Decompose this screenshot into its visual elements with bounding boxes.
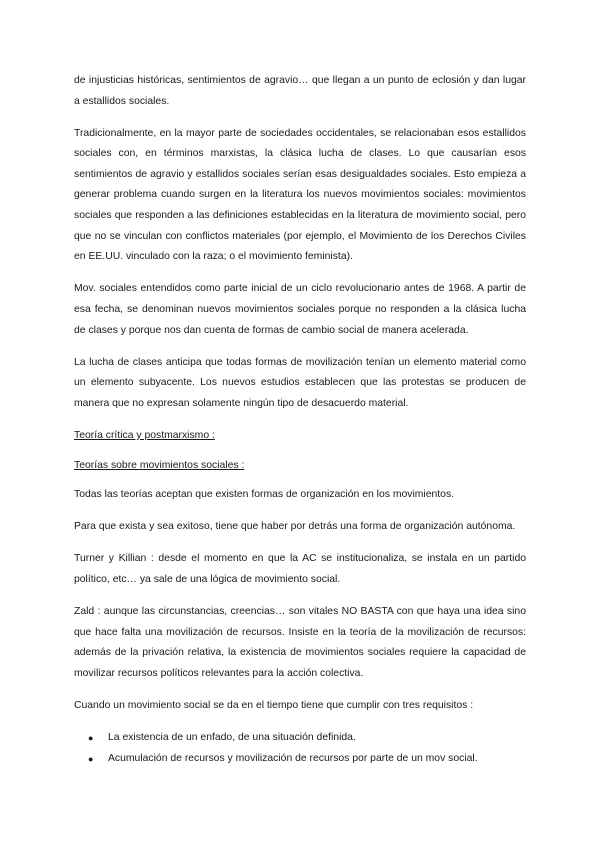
paragraph-lucha-de-clases: La lucha de clases anticipa que todas formas de movilización tenían un elemento material como un elemento subyacente. Los nuevos estudios establecen que las protestas se producen de manera que no expresan solamente ningún tipo de desacuerdo material. [74,356,526,409]
paragraph-tradicionalmente: Tradicionalmente, en la mayor parte de sociedades occidentales, se relacionaban esos estallidos sociales con, en términos marxistas, la clásica lucha de clases. Lo que causarían esos sentimientos de agravio y estallidos sociales serían esas desigualdades sociales. Esto empieza a generar problema cuando surgen en la literatura los nuevos movimientos sociales: movimientos sociales que responden a las definiciones establecidas en la literatura de movimiento social, pero que no se vinculan con conflictos materiales (por ejemplo, el Movimiento de los Derechos Civiles en EE.UU. vinculado con la raza; o el movimiento feminista). [74,127,526,263]
list-item-text: La existencia de un enfado, de una situación definida. [108,731,356,743]
paragraph-estallidos: de injusticias históricas, sentimientos de agravio… que llegan a un punto de eclosión y dan lugar a estallidos sociales. [74,75,526,107]
paragraph-para-que-exista: Para que exista y sea exitoso, tiene que haber por detrás una forma de organización autónoma. [74,521,516,533]
list-item [74,749,526,770]
bullet-icon: ● [88,753,94,764]
paragraph-mov-sociales: Mov. sociales entendidos como parte inicial de un ciclo revolucionario antes de 1968. A partir de esa fecha, se denominan nuevos movimientos sociales porque no responden a la clásica lucha de clases y porque nos dan cuenta de formas de cambio social de manera acelerada. [74,283,526,336]
heading-teorias-movimientos: Teorías sobre movimientos sociales : [74,459,245,471]
requirements-list [74,728,526,769]
paragraph-tres-requisitos: Cuando un movimiento social se da en el tiempo tiene que cumplir con tres requisitos : [74,699,474,711]
list-item-text: Acumulación de recursos y movilización de recursos por parte de un mov social. [108,752,478,764]
paragraph-turner-killian: Turner y Killian : desde el momento en que la AC se institucionaliza, se instala en un partido político, etc… ya sale de una lógica de movimiento social. [74,553,526,585]
paragraph-todas-las-teorias: Todas las teorías aceptan que existen formas de organización en los movimientos. [74,489,455,501]
paragraph-zald: Zald : aunque las circunstancias, creencias… son vitales NO BASTA con que haya una idea sino que hace falta una movilización de recursos. Insiste en la teoría de la movilización de recursos: además de la privación relativa, la existencia de movimientos sociales requiere la capacidad de movilizar recursos políticos relevantes para la acción colectiva. [74,605,526,679]
list-item [74,728,526,749]
heading-teoria-critica: Teoría crítica y postmarxismo : [74,429,215,441]
bullet-icon: ● [88,732,94,743]
document-page [74,71,526,769]
